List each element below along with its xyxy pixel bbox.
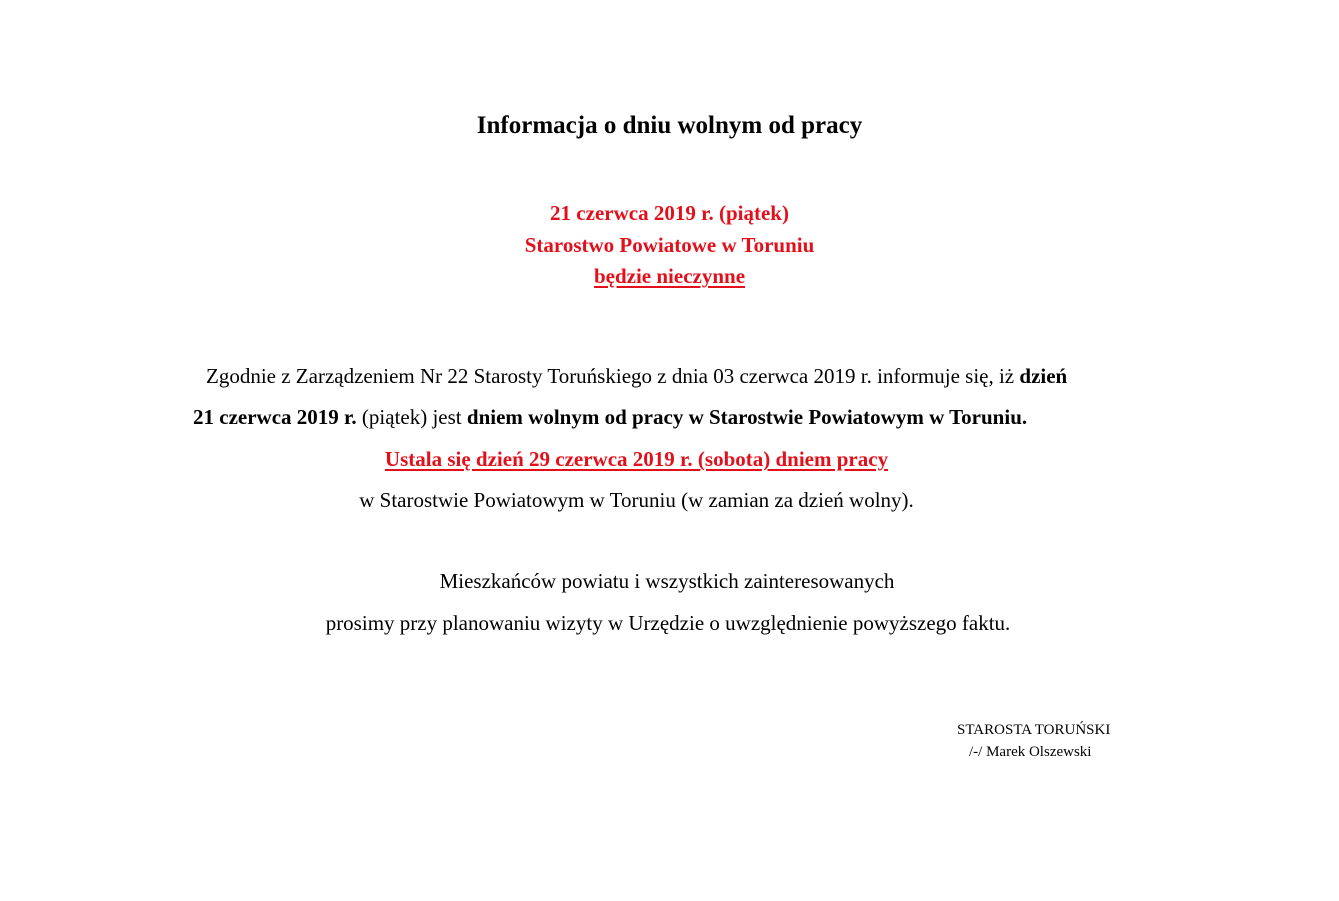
working-saturday-statement: Ustala się dzień 29 czerwca 2019 r. (sobota) dniem pracy [384,447,889,471]
signature-office: STAROSTA TORUŃSKI [957,722,1111,738]
signature-name: /-/ Marek Olszewski [969,744,1092,760]
closure-date: 21 czerwca 2019 r. (piątek) [550,201,789,225]
document-title: Informacja o dniu wolnym od pracy [476,112,863,139]
paragraph1-line2 [193,405,1027,430]
paragraph2-line1: Mieszkańców powiatu i wszystkich zainteresowanych [439,569,895,593]
paragraph1-line1-text: Zgodnie z Zarządzeniem Nr 22 Starosty Toruńskiego z dnia 03 czerwca 2019 r. informuje się, iż [206,364,1020,388]
paragraph1-line3 [0,447,1339,472]
closure-status [0,264,1339,289]
paragraph1-line1-bold: dzień [1019,364,1068,388]
paragraph1-day-off-statement: dniem wolnym od pracy w Starostwie Powiatowym w Toruniu. [466,405,1028,429]
paragraph1-line4: w Starostwie Powiatowym w Toruniu (w zamian za dzień wolny). [359,488,914,512]
paragraph2-line2: prosimy przy planowaniu wizyty w Urzędzie o uwzględnienie powyższego faktu. [325,611,1011,635]
closure-status-text: będzie nieczynne [593,264,746,288]
paragraph1-line1 [206,364,1067,389]
office-name: Starostwo Powiatowe w Toruniu [524,233,815,257]
paragraph1-day-off-date: 21 czerwca 2019 r. [193,405,357,429]
paragraph1-line2-text: (piątek) jest [356,405,467,429]
